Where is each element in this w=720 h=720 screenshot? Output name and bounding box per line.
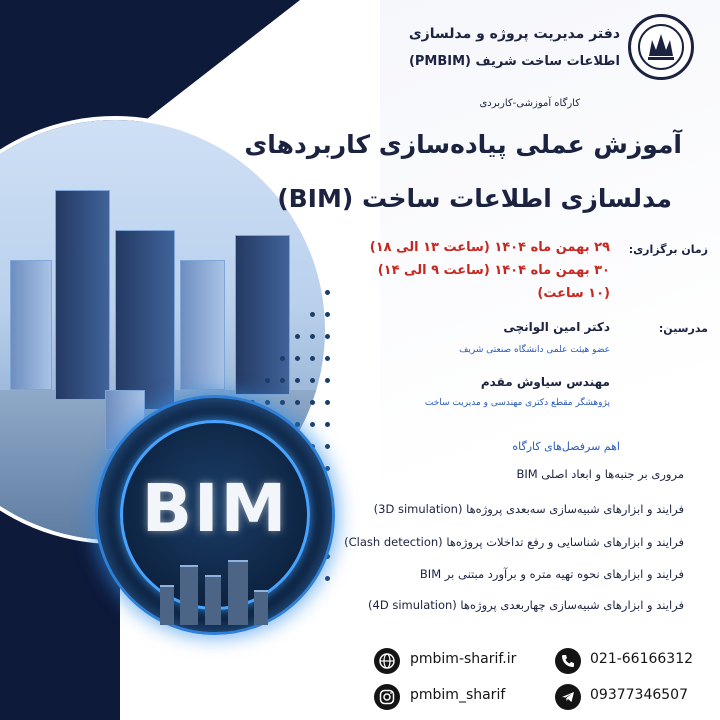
title-line2: مدلسازی اطلاعات ساخت (BIM): [277, 184, 672, 213]
telegram-glyph-icon: [560, 689, 576, 705]
pattern-dot: [325, 400, 330, 405]
instagram-glyph-icon: [378, 688, 396, 706]
globe-icon: [374, 648, 400, 674]
pattern-dot: [310, 312, 315, 317]
pattern-dot: [325, 422, 330, 427]
phone-icon: [555, 648, 581, 674]
pattern-dot: [325, 290, 330, 295]
schedule-date-2: ۳۰ بهمن ماه ۱۴۰۴ (ساعت ۹ الی ۱۴): [377, 263, 610, 278]
pattern-dot: [265, 378, 270, 383]
schedule-date-1: ۲۹ بهمن ماه ۱۴۰۴ (ساعت ۱۳ الی ۱۸): [369, 240, 610, 255]
pattern-dot: [310, 422, 315, 427]
pattern-dot: [280, 356, 285, 361]
bim-badge-skyline: [150, 555, 280, 625]
schedule-label: زمان برگزاری:: [628, 243, 708, 256]
instructors-label: مدرسین:: [658, 322, 708, 335]
instagram-icon: [374, 684, 400, 710]
globe-glyph-icon: [378, 652, 396, 670]
pattern-dot: [325, 444, 330, 449]
telegram-number[interactable]: 09377346507: [590, 687, 688, 703]
building: [10, 260, 52, 390]
skyline-tower: [180, 565, 198, 625]
pattern-dot: [325, 334, 330, 339]
telegram-icon: [555, 684, 581, 710]
instructor-role-2: پژوهشگر مقطع دکتری مهندسی و مدیریت ساخت: [424, 398, 610, 408]
topics-title: اهم سرفصل‌های کارگاه: [512, 440, 620, 453]
pattern-dot: [280, 400, 285, 405]
pattern-dot: [310, 356, 315, 361]
org-name-line2: اطلاعات ساخت شریف (PMBIM): [408, 54, 620, 69]
topic-item-5: فرایند و ابزارهای شبیه‌سازی چهاربعدی پروژه‌ها (4D simulation): [368, 598, 684, 612]
skyline-tower: [205, 575, 221, 625]
phone-glyph-icon: [560, 653, 576, 669]
pattern-dot: [295, 400, 300, 405]
phone-number[interactable]: 021-66166312: [590, 651, 694, 667]
pattern-dot: [265, 400, 270, 405]
building: [180, 260, 225, 390]
bim-badge-text: BIM: [141, 470, 289, 547]
sharif-university-logo: [628, 14, 694, 80]
pattern-dot: [280, 378, 285, 383]
org-name-line1: دفتر مدیریت پروژه و مدلسازی: [408, 26, 620, 42]
logo-emblem-icon: [636, 22, 686, 72]
pattern-dot: [310, 334, 315, 339]
pattern-dot: [325, 378, 330, 383]
instructor-name-2: مهندس سیاوش مقدم: [480, 375, 610, 389]
skyline-tower: [254, 590, 268, 625]
pattern-dot: [325, 356, 330, 361]
pattern-dot: [310, 400, 315, 405]
workshop-type: کارگاه آموزشی-کاربردی: [479, 98, 580, 109]
skyline-tower: [228, 560, 248, 625]
website-link[interactable]: pmbim-sharif.ir: [410, 651, 517, 667]
title-line1: آموزش عملی پیاده‌سازی کاربردهای: [244, 130, 682, 159]
pattern-dot: [325, 576, 330, 581]
pattern-dot: [295, 334, 300, 339]
pattern-dot: [295, 356, 300, 361]
pattern-dot: [310, 378, 315, 383]
pattern-dot: [295, 378, 300, 383]
instructor-role-1: عضو هیئت علمی دانشگاه صنعتی شریف: [459, 345, 610, 355]
instagram-handle[interactable]: pmbim_sharif: [410, 687, 506, 703]
topic-item-1: مروری بر جنبه‌ها و ابعاد اصلی BIM: [516, 467, 684, 481]
topic-item-3: فرایند و ابزارهای شناسایی و رفع تداخلات پروژه‌ها (Clash detection): [344, 535, 684, 549]
top-navy-diagonal: [0, 0, 300, 140]
building: [55, 190, 110, 400]
pattern-dot: [325, 312, 330, 317]
schedule-duration: (۱۰ ساعت): [537, 286, 610, 301]
skyline-tower: [160, 585, 174, 625]
instructor-name-1: دکتر امین الوانچی: [503, 320, 610, 334]
building: [115, 230, 175, 410]
topic-item-4: فرایند و ابزارهای نحوه تهیه متره و برآورد مبتنی بر BIM: [419, 567, 684, 581]
topic-item-2: فرایند و ابزارهای شبیه‌سازی سه‌بعدی پروژه‌ها (3D simulation): [373, 502, 684, 516]
